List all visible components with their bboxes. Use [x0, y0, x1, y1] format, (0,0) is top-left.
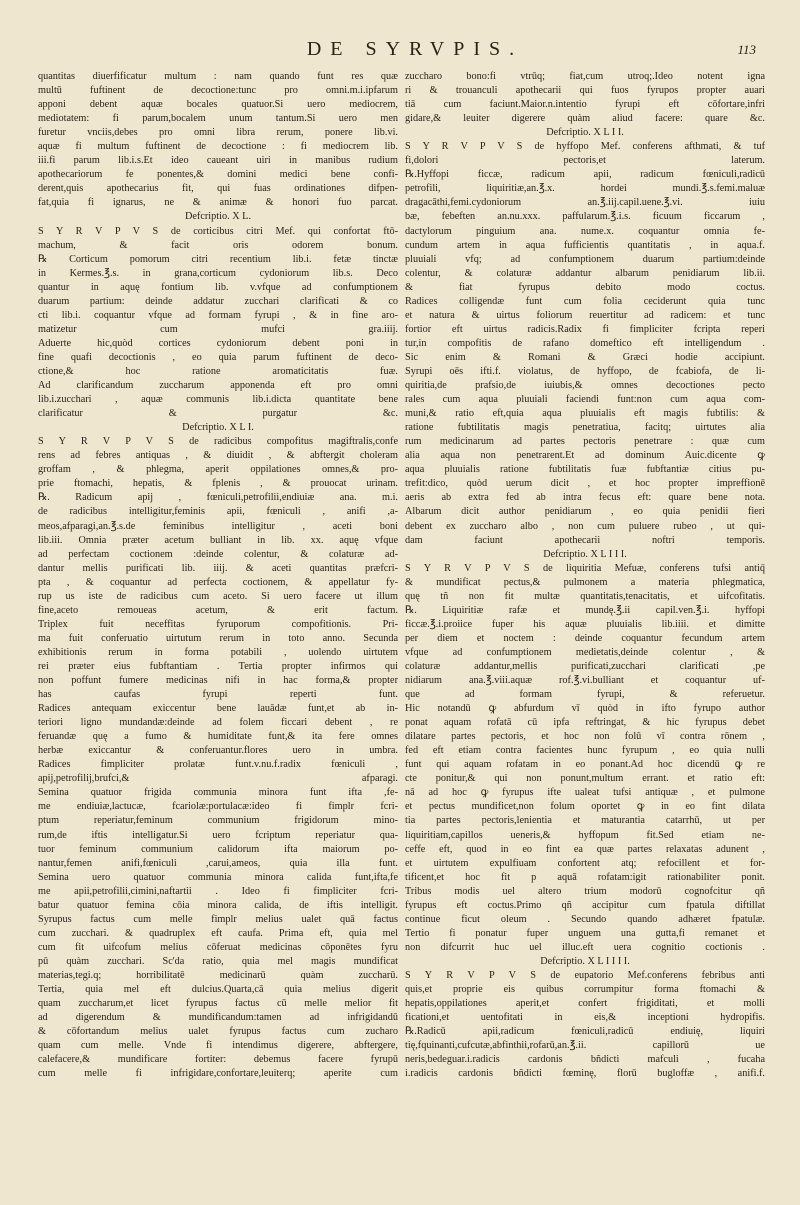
- text-line: rales cum aqua pluuiali faciendi funt:non cum aqua com-: [405, 394, 765, 406]
- text-line: materias,tegi.q; horribilitatē medicinarū quàm zuccharū.: [38, 970, 398, 981]
- text-line: pū quàm zucchari. Sc'da ratio, quia mel magis mundificat: [38, 955, 398, 967]
- page-number: 113: [737, 42, 756, 57]
- text-line: fine,aceto remoueas acetum, & erit factum.: [38, 604, 398, 616]
- text-line: me apii,petrofilii,cimini,naftartii . Ideo fi fimpliciter fcri-: [38, 885, 398, 897]
- text-line: cum zucchari. & quadruplex eft caufa. Prima eft, quia mel: [38, 927, 398, 939]
- text-line: batur quatuor femina cōia minora calida, de iftis intelligit.: [38, 899, 398, 911]
- text-line: cundum artem in aqua fufficientis quantitatis , in aqua.f.: [405, 239, 765, 251]
- text-line: ad perfectam coctionem :deinde colentur, & colaturæ ad-: [38, 548, 398, 560]
- text-line: quiritia,de prafsio,de iuiubis,& omnes decoctiones pecto: [405, 380, 765, 392]
- text-line: meos,afparagi,an.℥.s.de feminibus intelligitur , aceti boni: [38, 520, 398, 532]
- text-line: clarificatur & purgatur &c.: [38, 408, 398, 420]
- text-line: aquæ fi multum fuftinent de decoctione : fi mediocrem lib.: [38, 141, 398, 153]
- text-line: mediotatem: fi parum,bocalem unum tantum.Si uero men: [38, 113, 398, 125]
- text-line: fed eft etiam contra facientes hunc fyrupum , eo quia nulli: [405, 745, 765, 757]
- text-line: teriori ligno mundandæ:deinde ad folem ficcari debent , re: [38, 717, 398, 729]
- text-line: hepatis,oppilationes aperit,et confert frigiditati, et molli: [405, 998, 765, 1010]
- text-line: funt qui aquam rofatam in eo ponant.Ad hoc dicendū ꝙ re: [405, 759, 765, 771]
- text-line: non poffunt fumere medicinas nifi in hac forma,& propter: [38, 675, 398, 687]
- text-line: pluuiali vfq; ad confumptionem duarum partium:deinde: [405, 253, 765, 265]
- text-line: tię,fquinanti,cufcutæ,abfinthii,rofarū,an.℥.ii. capillorū ue: [405, 1040, 765, 1052]
- text-line: nidiarum ana.℥.viii.aquæ rof.℥.vi.bulliant et coquantur uf-: [405, 675, 765, 687]
- text-line: machum, & facit oris odorem bonum.: [38, 239, 398, 251]
- text-line: herbæ exiccantur & conferuantur.flores uero in umbra.: [38, 745, 398, 757]
- text-line: Syrupi oēs ifti.f. violatus, de hyffopo, de fcabiofa, de li-: [405, 365, 765, 377]
- text-line: dragacāthi,femi.cydoniorum an.℥.iij.capil.uene.℥.vi. iuiu: [405, 197, 765, 209]
- text-line: dactylorum pinguium ana. nume.x. coquantur omnia fe-: [405, 225, 765, 237]
- text-line: ratione fubtilitatis magis penetratiua, facitq; uirtutes alia: [405, 422, 765, 434]
- text-line: Albarum dicit author penidiarum , eo quia penidii fieri: [405, 506, 765, 518]
- text-line: quis,et proprie eis quibus corrumpitur forma ftomachi &: [405, 984, 765, 996]
- page-header: [0, 38, 800, 68]
- text-line: zuccharo bono:fi vtrūq; fiat,cum utroq;.Ideo notent igna: [405, 71, 765, 82]
- text-line: nantur,femen anifi,fœniculi ,carui,ameos, quia illa funt.: [38, 857, 398, 869]
- text-line: apothecariorum fe ponentes,& domini medici bene confi-: [38, 169, 398, 181]
- text-line: apij,petrofilij,brufci,& afparagi.: [38, 773, 398, 785]
- text-line: tia partes pectoris,lenientia et maturantia catarrhū, ut per: [405, 815, 765, 827]
- text-line: ceffe eft, quod in eo fint ea quæ partes relaxatas adunent ,: [405, 843, 765, 855]
- text-line: non difcurrit huc uel illuc.eft uera cognitio coctionis .: [405, 941, 765, 953]
- text-line: matizetur cum mufci gra.iiij.: [38, 323, 398, 335]
- text-line: cum fit uifcofum melius cōferuat medicinas cōponētes fyru: [38, 941, 398, 953]
- text-line: Semina quatuor frigida communia minora funt ifta ,fe-: [38, 787, 398, 799]
- text-line: Sic enim & Romani & Græci hodie accipiunt.: [405, 351, 765, 363]
- text-line: Semina uero quatuor communia minora calida funt,ifta,fe: [38, 871, 398, 883]
- text-line: quę tñ non fit multæ quantitatis,tenacitatis, et uifcofitatis.: [405, 590, 765, 602]
- text-line: exhibitionis rerum in forma potabili , uolendo uirtutem: [38, 646, 398, 658]
- text-line: ℞. Radicum apij , fœniculi,petrofilii,endiuiæ ana. m.i.: [38, 492, 398, 504]
- text-line: derent,quis apothecarius fit, qui fuas ordinationes difpen-: [38, 183, 398, 195]
- text-line: ponat aquam rofatā cū ipfa reftringat, & hic fyrupus debet: [405, 717, 765, 729]
- text-line: colaturæ addantur,mellis purificati,zucchari clarificati ,pe: [405, 660, 765, 672]
- text-line: et uirtutem expulfiuam confortent atq; refocillent et for-: [405, 857, 765, 869]
- text-line: rens ad febres antiquas , & diuidit , & abftergit choleram: [38, 450, 398, 462]
- text-line: Tertio fi ponatur fuper unguem una gutta,fi remanet et: [405, 927, 765, 939]
- text-line: muni,& ratio eft,quia aqua pluuialis eft magis fubtilis: &: [405, 408, 765, 420]
- text-line: aqua pluuialis ratione fubtilitatis fuæ fubftantiæ citius pu-: [405, 464, 765, 476]
- text-line: & mundificat pectus,& pulmonem a materia phlegmatica,: [405, 576, 765, 588]
- text-line: fi,dolori pectoris,et laterum.: [405, 155, 765, 167]
- text-line: et pectus mundificet,non folum oportet ꝙ in eo fint dilata: [405, 801, 765, 813]
- text-line: apponi debent aquæ bocales quatuor.Si uero mediocrem,: [38, 99, 398, 111]
- text-line: cum melle fi infrigidare,confortare,leuiterq; aperite cum: [38, 1068, 398, 1080]
- text-line: iii.fi parum lib.i.s.Et ideo caueant uiri in manibus rudium: [38, 155, 398, 167]
- text-line: ℞ Corticum pomorum citri recentium lib.i. fetæ tinctæ: [38, 253, 398, 265]
- text-line: S Y R V P V S de liquiritia Mefuæ, conferens tufsi antiq̄: [405, 562, 765, 574]
- text-line: per diem et noctem : deinde coquantur fecundum artem: [405, 632, 765, 644]
- text-line: de radicibus intelligitur,feminis apii, fœniculi , anifi ,a-: [38, 506, 398, 518]
- text-line: calefacere,& mundificare fortiter: debemus facere fyrupū: [38, 1054, 398, 1066]
- text-line: fine quafi decoctionis , eo quia parum fuftinent de deco-: [38, 351, 398, 363]
- running-title: DE SYRVPIS.: [306, 38, 524, 60]
- text-line: multū fuftinent de decoctione:tunc pro omni.m.i.ipfarum: [38, 85, 398, 97]
- text-line: fortior eft uirtus radicis.Radix fi fimpliciter fcripta reperi: [405, 323, 765, 335]
- text-line: aeris ab extra fed ab intra fecus eft: quare bene nota.: [405, 492, 765, 504]
- text-line: quam zuccharum,et licet fyrupus factus cū melle melior fit: [38, 998, 398, 1010]
- text-line: furetur vnciis,debes pro omni libra rerum, ponere lib.vi.: [38, 127, 398, 139]
- text-line: ℞.Hyffopi ficcæ, radicum apii, radicum fœniculi,radicū: [405, 169, 765, 181]
- text-line: vfque ad confumptionem medietatis,deinde colentur , &: [405, 646, 765, 658]
- text-line: has caufas fyrupi reperti funt.: [38, 689, 398, 701]
- text-line: Tertia, quia mel eft dulcius.Quarta,cā quia melius digerit: [38, 984, 398, 996]
- text-line: in Kermes.℥.s. in grana,corticum cydoniorum lib.s. Deco: [38, 267, 398, 279]
- text-line: ma fuit conferuatio uirtutum rerum in toto anno. Secunda: [38, 632, 398, 644]
- text-line: Hic notandū ꝙ abfurdum vī quòd in ifto fyrupo author: [405, 703, 765, 715]
- section-heading: Defcriptio. X L I.: [182, 422, 254, 434]
- text-line: ficcæ.℥.i.proiice fuper his aquæ pluuialis lib.iiii. et dimitte: [405, 618, 765, 630]
- text-line: ad digerendum & mundificandum:tamen ad infrigidandū: [38, 1012, 398, 1024]
- text-line: bæ, febeften an.nu.xxx. paffularum.℥.i.s. ficuum ficcarum ,: [405, 211, 765, 223]
- text-line: rei præter eius fubftantiam . Tertia propter infirmos qui: [38, 660, 398, 672]
- text-line: alia aqua non penetrarent.Et ad dominum Auic.dicente ꝙ: [405, 450, 765, 462]
- text-line: i.radicis cardonis bñdicti fœminę, florū bugloffæ , anifi.f.: [405, 1068, 765, 1080]
- text-line: petrofili, liquiritiæ,an.℥.x. hordei mundi.℥.s.femi.maluæ: [405, 183, 765, 195]
- text-line: groffam , & phlegma, aperit oppilationes omnes,& pro-: [38, 464, 398, 476]
- text-line: cte ponitur,& qui non ponunt,multum errant. et ratio eft:: [405, 773, 765, 785]
- text-line: Syrupus factus cum melle fimplr melius ualet quā factus: [38, 913, 398, 925]
- text-line: Triplex fuit neceffitas fyruporum compofitionis. Pri-: [38, 618, 398, 630]
- text-line: rum medicinarum ad partes pectoris penetrare : quæ cum: [405, 436, 765, 448]
- section-heading: Defcriptio. X L I I I I.: [540, 955, 630, 967]
- text-line: dantur mellis purificati lib. iiij. & aceti quantitas præfcri-: [38, 562, 398, 574]
- text-line: lib.iii. Omnia præter acetum bulliant in lib. xx. aquę vfque: [38, 534, 398, 546]
- text-line: liquiritiam,capillos ueneris,& hyffopum fit.Sed etiam ne-: [405, 829, 765, 841]
- text-line: ri & trouanculi apothecarii qui fuos fyrupos propter auari: [405, 85, 765, 97]
- section-heading: Defcriptio. X L.: [184, 211, 252, 223]
- text-line: tificent,et hoc fit p aquā rofatam:igit rationabiliter ponit.: [405, 871, 765, 883]
- text-line: rum,de iftis intelligatur.Si uero fcriptum reperiatur qua-: [38, 829, 398, 841]
- text-line: et natura & uirtus foliorum reuertitur ad radicem: et tunc: [405, 309, 765, 321]
- text-line: Aduerte hic,quòd cortices cydoniorum debent poni in: [38, 337, 398, 349]
- text-line: ficationi,et uentofitati in eis,& inceptioni hydropifis.: [405, 1012, 765, 1024]
- text-line: quam cum melle. Vnde fi intendimus digerere, abftergere,: [38, 1040, 398, 1052]
- text-line: fyrupus eft coctus.Primo qñ accipitur cum fpatula diftillat: [405, 899, 765, 911]
- text-line: quantitas diuerfificatur multum : nam quando funt res quæ: [38, 71, 398, 82]
- text-line: S Y R V P V S de eupatorio Mef.conferens febribus anti: [405, 970, 765, 981]
- text-line: colentur, & colaturæ addantur albarum penidiarum lib.ii.: [405, 267, 765, 279]
- text-line: & cōfortandum melius ualet fyrupus factus cum zucharo: [38, 1026, 398, 1038]
- right-column: [405, 70, 765, 1081]
- text-line: ℞. Liquiritiæ rafæ et mundę.℥.ii capil.ven.℥.i. hyffopi: [405, 604, 765, 616]
- text-line: ctione,& hoc ratione aromaticitatis fuæ.: [38, 365, 398, 377]
- text-line: Radices colligendæ funt cum folia ceciderunt quia tunc: [405, 295, 765, 307]
- text-line: feruandæ quę a fumo & humiditate funt,& ita fere omnes: [38, 731, 398, 743]
- text-line: dilatare partes pectoris, et hoc non folū vī contra rōnem ,: [405, 731, 765, 743]
- text-line: nā ad hoc ꝙ fyrupus ifte ualeat tufsi antiquæ , et pulmone: [405, 787, 765, 799]
- text-line: trefit:dico, quòd uerum dicit , et hoc propter impreffionē: [405, 478, 765, 490]
- text-line: debent ex zuccharo albo , non cum puluere rubeo , ut qui-: [405, 520, 765, 532]
- left-column: [38, 70, 398, 1081]
- text-line: cti lib.i. coquantur vfque ad formam fyrupi , & in fine aro-: [38, 309, 398, 321]
- text-line: tiā cum faciunt.Maior.n.intentio fyrupi eft cōfortare,infri: [405, 99, 765, 111]
- text-line: gidare,& leuiter digerere quàm aliud facere: quare &c.: [405, 113, 765, 125]
- section-heading: Defcriptio. X L I I I.: [543, 548, 627, 560]
- text-line: tur,in compofitis de rafano domeftico eft intelligendum .: [405, 337, 765, 349]
- text-line: duarum partium: deinde addatur zucchari clarificati & co: [38, 295, 398, 307]
- text-line: ℞.Radicū apii,radicum fœniculi,radicū endiuię, liquiri: [405, 1026, 765, 1038]
- text-line: Tribus modis uel altero trium modorū cognofcitur qñ: [405, 885, 765, 897]
- text-line: pta , & coquantur ad perfecta coctionem, & appellatur fy-: [38, 576, 398, 588]
- text-line: lib.i.zucchari , aquæ communis lib.i.dicta quantitate bene: [38, 394, 398, 406]
- text-line: ptum reperiatur,feminum communium frigidorum mino-: [38, 815, 398, 827]
- text-line: dam faciunt apothecarii noftri temporis.: [405, 534, 765, 546]
- text-line: quantur in aquę fontium lib. v.vfque ad confumptionem: [38, 281, 398, 293]
- text-line: S Y R V P V S de hyffopo Mef. conferens afthmati, & tuf: [405, 141, 765, 153]
- text-line: tuor feminum communium calidorum ifta maiorum po-: [38, 843, 398, 855]
- text-line: continue ficut oleum . Secundo quando adhæret fpatulæ.: [405, 913, 765, 925]
- text-line: Ad clarificandum zuccharum apponenda eft pro omni: [38, 380, 398, 392]
- text-line: neris,bedeguar.i.radicis cardonis bñdicti mafculi , fucaha: [405, 1054, 765, 1066]
- text-line: Radices antequam exiccentur bene lauādæ funt,et ab in-: [38, 703, 398, 715]
- text-line: rup us iste de radicibus cum aceto. Si uero facere ut illum: [38, 590, 398, 602]
- text-line: me endiuiæ,lactucæ, fcariolæ:portulacæ:ideo fi fimplr fcri-: [38, 801, 398, 813]
- text-line: prie ftomachi, hepatis, & fplenis , & prouocat urinam.: [38, 478, 398, 490]
- text-line: que ad formam fyrupi, & referuetur.: [405, 689, 765, 701]
- text-line: S Y R V P V S de radicibus compofitus magiftralis,confe: [38, 436, 398, 448]
- text-line: fat,quia fi ignarus, ne & animæ & honori fuo parcat.: [38, 197, 398, 209]
- text-line: & fiat fyrupus debito modo coctus.: [405, 281, 765, 293]
- text-line: Radices fimpliciter prolatæ funt.v.nu.f.radix fœniculi ,: [38, 759, 398, 771]
- text-line: S Y R V P V S de corticibus citri Mef. qui confortat ftō-: [38, 225, 398, 237]
- section-heading: Defcriptio. X L I I.: [546, 127, 624, 139]
